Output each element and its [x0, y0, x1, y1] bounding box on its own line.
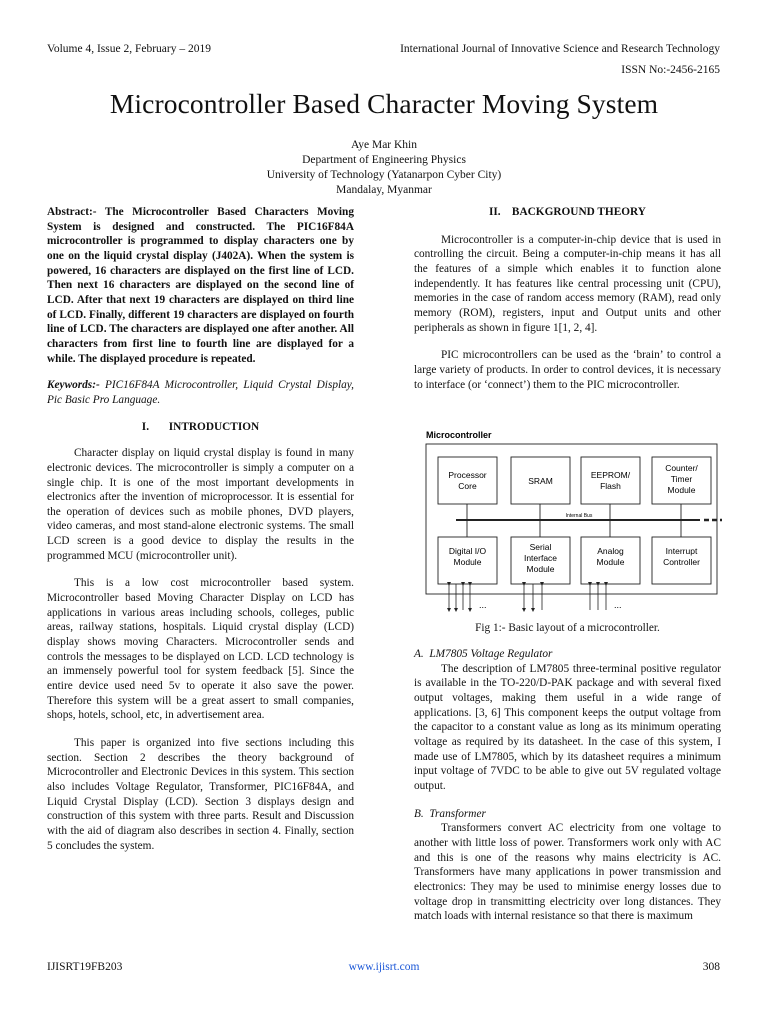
author-location: Mandalay, Myanmar — [336, 184, 432, 196]
label-counter-1: Counter/ — [665, 463, 698, 473]
label-serial-1: Serial — [529, 542, 552, 552]
intro-paragraph-3: This paper is organized into five sections including this section. Section 2 describes the theory background of Microcontroller and Electronic Devices in this system. This section also includes Voltage Regulator, Transformer, PIC16F84A, and Liquid Crystal Display (LCD). Section 3 displays design and construction of this system with three parts. Result and Discussion with the aid of diagram also describes in section 4. Finally, section 5 concludes the system. — [47, 737, 354, 852]
label-serial-3: Module — [526, 564, 555, 574]
transformer-paragraph: Transformers convert AC electricity from one voltage to another with little loss of power. Transformers work only with AC and this is one of the reasons why mains electricity is AC. Transformers have many applications in power transmission and electronics: They may be used to minimise energy losses due to voltage drop in transmitting electricity over long distances. They match loads with internal resistance so that there is maximum — [414, 822, 721, 923]
section-heading-background: II. BACKGROUND THEORY — [489, 206, 646, 218]
footer-url-wrap — [0, 961, 768, 973]
intro-paragraph-2: This is a low cost microcontroller based system. Microcontroller based Moving Character Display on LCD has applications in various areas including schools, colleges, public areas, railway stations, hospitals. Liquid crystal display (LCD) display shows moving Characters. Microcontroller sends and controls the messages to be displayed on LCD. LCD technology is an immensely powerful tool for system feedback [5]. Since the entire device used need 5v to operate it also save the power. Therefore this system will be a great assert to small companies, shops, hotels, school, etc, in advertisement area. — [47, 577, 354, 722]
header-issn: ISSN No:-2456-2165 — [621, 64, 720, 76]
figure-1 — [422, 426, 727, 622]
label-eeprom-1: EEPROM/ — [590, 470, 631, 480]
intro-paragraph-1: Character display on liquid crystal display is found in many electronic devices. The microcontroller is simply a computer on a single chip. It is one of the most important developments in electronics after the invention of microprocessor. It is essential for the operation of devices such as mobile phones, DVD players, video cameras, and most stand-alone electronic systems. The small LCD screen is a good device to display the results in the programmed MCU (microcontroller unit). — [47, 447, 354, 562]
footer-url-link[interactable]: www.ijisrt.com — [348, 961, 420, 973]
label-eeprom-2: Flash — [600, 481, 621, 491]
author-name: Aye Mar Khin — [350, 139, 417, 151]
io-ellipsis-2: ... — [614, 600, 622, 610]
lm7805-paragraph: The description of LM7805 three-terminal positive regulator is available in the TO-220/D-PAK package and with several fixed output voltages, making them useful in a wide range of applications. [3, 6] This component keeps the output voltage from the capacitor to a constant value as long as its minimum operating voltage as required by its datasheet. In the case of this system, I made use of LM7805, which by its datasheet requires a minimum input voltage of 7VDC to be able to give out 5V regulated voltage output. — [414, 662, 721, 792]
label-processor-2: Core — [458, 481, 477, 491]
label-interrupt-2: Controller — [663, 557, 700, 567]
author-block — [0, 138, 768, 198]
keywords-text: PIC16F84A Microcontroller, Liquid Crystal Display, Pic Basic Pro Language. — [47, 379, 354, 406]
footer-page-number: 308 — [702, 961, 720, 973]
bus-label: Internal Bus — [565, 513, 593, 519]
header-volume: Volume 4, Issue 2, February – 2019 — [47, 43, 211, 55]
subsection-heading-lm7805: A. LM7805 Voltage Regulator — [414, 648, 553, 660]
label-digital-1: Digital I/O — [448, 546, 487, 556]
figure-caption: Fig 1:- Basic layout of a microcontroller. — [475, 622, 660, 634]
footer-code: IJISRT19FB203 — [47, 961, 123, 973]
io-arrows — [449, 584, 606, 610]
label-analog-1: Analog — [597, 546, 624, 556]
label-serial-2: Interface — [523, 553, 558, 563]
label-counter-3: Module — [667, 485, 696, 495]
label-counter-2: Timer — [670, 474, 693, 484]
label-analog-2: Module — [596, 557, 625, 567]
background-paragraph-1: Microcontroller is a computer-in-chip device that is used in controlling the circuit. Being a computer-in-chip means it has all the features of a simple which enables it to function alone independently. It has features like central processing unit (CPU), memories in the case of random access memory (RAM), read only memory (ROM), registers, input and Output units and other peripherals as shown in figure 1[1, 2, 4]. — [414, 233, 721, 334]
header-journal: International Journal of Innovative Science and Research Technology — [400, 43, 720, 55]
paper-title: Microcontroller Based Character Moving System — [109, 88, 659, 119]
section-heading-introduction: I. INTRODUCTION — [141, 420, 260, 433]
abstract-text: The Microcontroller Based Characters Moving System is designed and constructed. The PIC16F84A microcontroller is programmed to display characters one by one on the liquid crystal display (J402A). When the system is powered, 16 characters are displayed on the first line of LCD. Then next 16 characters are displayed on the second line of LCD. After that next 19 characters are displayed on third line of LCD. Finally, different 19 characters are displayed on fourth line of LCD. The characters are displayed one after another. All characters from first line to fourth line are displayed for a while. The displayed procedure is repeated. — [47, 206, 354, 365]
microcontroller-diagram — [422, 426, 727, 622]
right-column-lower — [414, 647, 721, 924]
label-sram: SRAM — [528, 476, 553, 486]
background-paragraph-2: PIC microcontrollers can be used as the ‘brain’ to control a large variety of products. In order to control devices, it is necessary to interface (or ‘connect’) them to the PIC microcontroller. — [414, 349, 721, 391]
abstract — [47, 205, 354, 366]
label-processor-1: Processor — [448, 470, 487, 480]
right-column — [414, 205, 721, 392]
left-column — [47, 205, 354, 853]
figure-title: Microcontroller — [426, 430, 492, 440]
abstract-label: Abstract:- — [47, 206, 97, 218]
author-university: University of Technology (Yatanarpon Cyber City) — [266, 169, 502, 181]
subsection-heading-transformer: B. Transformer — [414, 807, 486, 820]
label-digital-2: Module — [453, 557, 482, 567]
author-dept: Department of Engineering Physics — [302, 154, 466, 166]
io-ellipsis-1: ... — [479, 600, 487, 610]
keywords-label: Keywords:- — [47, 379, 100, 392]
keywords — [47, 378, 354, 407]
label-interrupt-1: Interrupt — [665, 546, 698, 556]
